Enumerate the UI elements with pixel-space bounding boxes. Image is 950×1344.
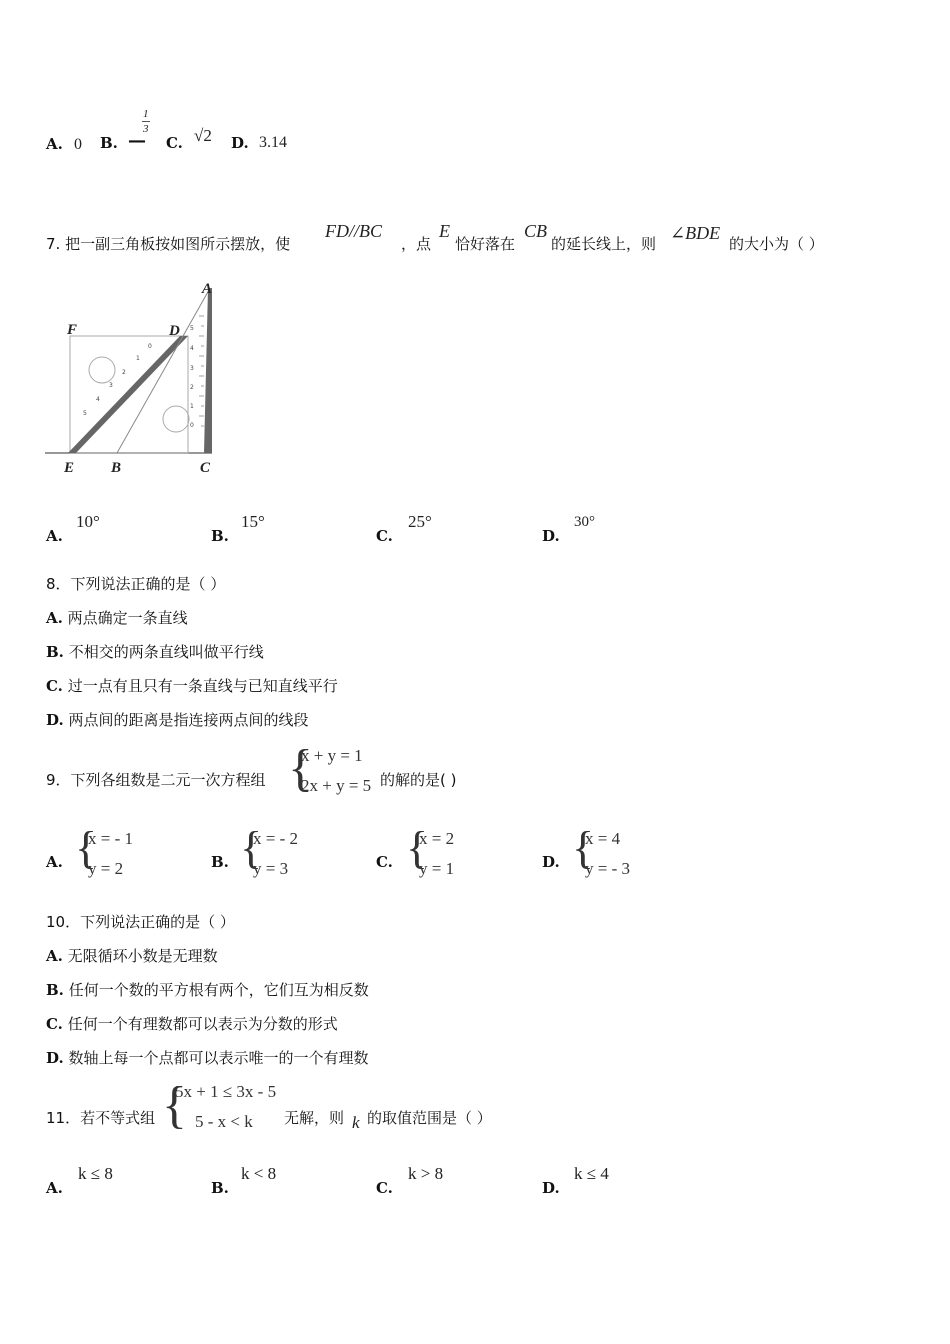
q8-stem: 8．下列说法正确的是（ ）	[46, 575, 226, 593]
q9-stem-post: 的解的是( )	[380, 771, 457, 789]
q10-stem: 10．下列说法正确的是（ ）	[46, 913, 235, 931]
q8-option-b: B. 不相交的两条直线叫做平行线	[46, 643, 264, 661]
q7-opt-b-value: 15°	[241, 512, 265, 531]
q9-opt-a-system: x = - 1 y = 2	[88, 829, 133, 878]
q6-opt-c-label: C.	[166, 134, 183, 152]
q9-opt-b-brace: {	[240, 822, 263, 873]
vertical-triangle-edge	[204, 288, 212, 453]
q7-opt-c-label: C.	[376, 527, 393, 545]
line-ab	[117, 290, 209, 453]
q6-opt-b-exp-den: 3	[143, 123, 149, 135]
set-square-hole	[89, 357, 115, 383]
q11-stem-mid: 无解，则	[284, 1109, 345, 1127]
q7-stem	[46, 233, 290, 254]
q6-opt-c-radical: √2	[194, 126, 212, 145]
q6-opt-d-label: D.	[231, 134, 249, 152]
q11-opt-d-label: D.	[542, 1179, 560, 1197]
q9-eq2: 2x + y = 5	[301, 776, 372, 795]
q11-ineq2: 5 - x < k	[195, 1112, 253, 1131]
set-square-hypotenuse	[68, 336, 188, 453]
q6-opt-b-label: B.	[100, 134, 118, 152]
q7-opt-c-value: 25°	[408, 512, 432, 531]
q11-opt-c-label: C.	[376, 1179, 393, 1197]
q11-stem-pre: 11．若不等式组	[46, 1109, 156, 1127]
q9-opt-a-brace: {	[75, 822, 98, 873]
triangle-hole	[163, 406, 189, 432]
q10-option-c: C. 任何一个有理数都可以表示为分数的形式	[46, 1015, 338, 1033]
q9-opt-c-system: x = 2 y = 1	[419, 829, 455, 878]
q10-option-d: D. 数轴上每一个点都可以表示唯一的一个有理数	[46, 1049, 369, 1067]
q11-ineq1: 5x + 1 ≤ 3x - 5	[175, 1082, 277, 1101]
q10-option-b: B. 任何一个数的平方根有两个，它们互为相反数	[46, 981, 369, 999]
hyp-scale-3: 3	[109, 382, 113, 389]
vert-scale-5: 5	[190, 325, 194, 332]
q11-opt-d-value: k ≤ 4	[574, 1164, 609, 1183]
point-label-c: C	[200, 460, 211, 476]
hyp-scale-4: 4	[96, 396, 100, 403]
q6-opt-d-value: 3.14	[259, 134, 287, 151]
q8-option-a: A. 两点确定一条直线	[46, 609, 188, 627]
point-label-a: A	[202, 281, 213, 297]
q11-system	[175, 1077, 276, 1137]
vert-scale-4: 4	[190, 345, 194, 352]
vert-scale-3: 3	[190, 365, 194, 372]
q9-opt-d-system: x = 4 y = - 3	[585, 829, 630, 878]
q11-opt-b-label: B.	[211, 1179, 229, 1197]
hyp-scale-1: 1	[136, 355, 140, 362]
q8-option-c: C. 过一点有且只有一条直线与已知直线平行	[46, 677, 338, 695]
q6-opt-a-label: A.	[46, 135, 63, 153]
q6-opt-a-value: 0	[73, 136, 82, 153]
q11-opt-b-value: k < 8	[241, 1164, 277, 1183]
q7-opt-d-label: D.	[542, 527, 560, 545]
q9-system	[301, 741, 371, 801]
q11-stem-post: 的取值范围是（ ）	[367, 1109, 492, 1127]
q7-math1: FD//BC	[325, 221, 382, 241]
point-label-b: B	[111, 460, 122, 476]
q6-opt-b-exp-num: 1	[143, 108, 149, 120]
q7-text5: 的大小为（ ）	[729, 235, 824, 253]
hyp-scale-2: 2	[122, 369, 126, 376]
q11-system-brace: {	[162, 1077, 187, 1134]
q9-opt-d-brace: {	[572, 822, 595, 873]
q11-opt-c-value: k > 8	[408, 1164, 444, 1183]
q11-var-k: k	[352, 1113, 360, 1132]
q7-number: 7.	[46, 235, 61, 253]
point-label-f: F	[67, 322, 78, 338]
vert-scale-0: 0	[190, 422, 194, 429]
q7-text2: ，点	[401, 235, 432, 253]
q8-option-d: D. 两点间的距离是指连接两点间的线段	[46, 711, 309, 729]
q7-math2: E	[439, 221, 450, 241]
q11-opt-a-label: A.	[46, 1179, 63, 1197]
q9-system-brace: {	[288, 740, 313, 797]
q7-text1: 把一副三角板按如图所示摆放，使	[65, 235, 291, 253]
q7-opt-a-value: 10°	[76, 512, 100, 531]
q7-opt-d-value: 30°	[574, 514, 595, 530]
q10-option-a: A. 无限循环小数是无理数	[46, 947, 218, 965]
ruler-ticks	[199, 316, 204, 426]
hyp-scale-5: 5	[83, 410, 87, 417]
point-label-e: E	[64, 460, 75, 476]
q9-eq1: x + y = 1	[301, 746, 363, 765]
q9-opt-c-brace: {	[406, 822, 429, 873]
q7-math3: CB	[524, 221, 548, 241]
q9-opt-c-label: C.	[376, 853, 393, 871]
q9-opt-b-label: B.	[211, 853, 229, 871]
q7-text4: 的延长线上，则	[551, 235, 657, 253]
q9-opt-b-system: x = - 2 y = 3	[253, 829, 298, 878]
q6-opt-b-frac-bar	[142, 121, 150, 122]
q7-opt-a-label: A.	[46, 527, 63, 545]
point-label-d: D	[169, 323, 180, 339]
q9-opt-a-label: A.	[46, 853, 63, 871]
q7-opt-b-label: B.	[211, 527, 229, 545]
q6-opt-b-dash: —	[128, 130, 146, 151]
vert-scale-1: 1	[190, 403, 194, 410]
q11-opt-a-value: k ≤ 8	[78, 1164, 113, 1183]
q9-stem-pre: 9．下列各组数是二元一次方程组	[46, 771, 266, 789]
q6-options	[46, 134, 82, 154]
q7-text3: 恰好落在	[455, 235, 516, 253]
vert-scale-2: 2	[190, 384, 194, 391]
hyp-scale-0: 0	[148, 343, 152, 350]
q7-figure	[40, 278, 230, 478]
q9-opt-d-label: D.	[542, 853, 560, 871]
q7-math4: ∠BDE	[670, 223, 721, 243]
